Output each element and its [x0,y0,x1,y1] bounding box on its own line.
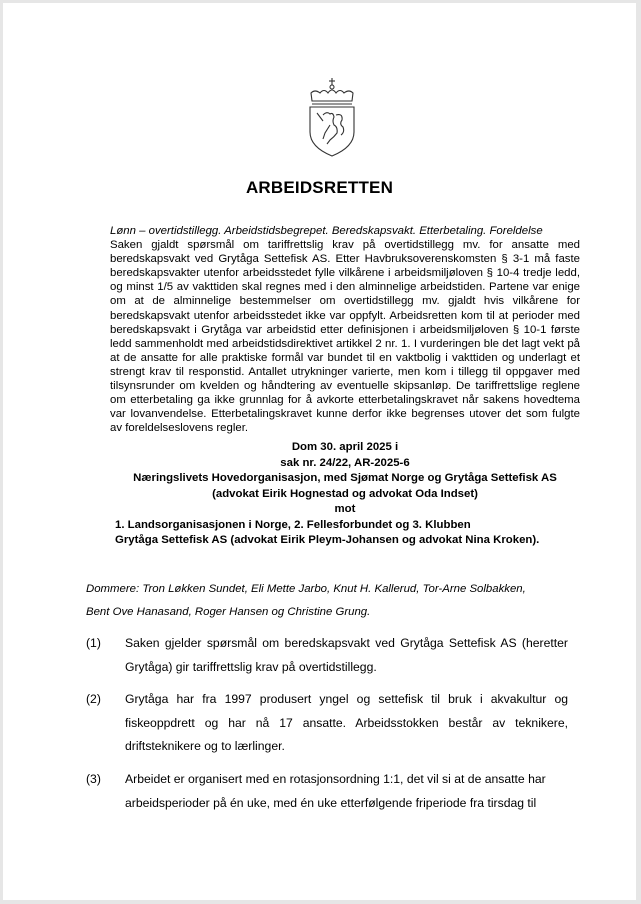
coat-of-arms-icon [303,77,361,157]
paragraph-number: (2) [86,692,101,706]
paragraph-text: Grytåga har fra 1997 produsert yngel og settefisk til bruk i akvakultur og fiskeoppdrett og har nå 17 ansatte. Arbeidsstokken består av teknikere, driftsteknikere og to lærlinger. [125,692,568,753]
judges-list [86,578,576,624]
document-page [3,3,636,900]
court-title: ARBEIDSRETTEN [245,178,394,197]
paragraph-number: (1) [86,636,101,650]
case-header [110,440,580,549]
case-summary [110,224,580,435]
paragraph-text: Saken gjelder spørsmål om beredskapsvakt ved Grytåga Settefisk AS (heretter Grytåga) gir tariffrettslig krav på overtidstillegg. [125,636,568,674]
plaintiff-counsel: (advokat Eirik Hognestad og advokat Oda Indset) [212,487,478,500]
case-number: sak nr. 24/22, AR-2025-6 [280,456,410,469]
summary-keywords: Lønn – overtidstillegg. Arbeidstidsbegrepet. Beredskapsvakt. Etterbetaling. Foreldelse [110,225,543,237]
versus: mot [334,503,356,515]
defendants-counsel: Grytåga Settefisk AS (advokat Eirik Pleym-Johansen og advokat Nina Kroken). [115,534,540,546]
judges-line-2: Bent Ove Hanasand, Roger Hansen og Christine Grung. [86,606,371,618]
defendants: 1. Landsorganisasjonen i Norge, 2. Fellesforbundet og 3. Klubben [115,518,471,531]
paragraph-number: (3) [86,772,101,786]
paragraph-3 [86,768,568,815]
summary-text: Saken gjaldt spørsmål om tariffrettslig krav på overtidstillegg mv. for ansatte med beredskapsvakt ved Grytåga Settefisk AS. Etter Havbruksoverenskomsten § 3-1 må faste beredskapsvakter utenfor arbeidsstedet fylle vilkårene i arbeidsmiljøloven § 10-4 tredje ledd, og minst 1/5 av vakttiden skal regnes med i den alminnelige arbeidstiden. Partene var enige om at de alminnelige bestemmelser om overtidstillegg mv. gjaldt hvis vilkårene for beredskapsvakt utenfor arbeidsstedet ikke var oppfylt. Arbeidsretten kom til at perioder med beredskapsvakt i Grytåga var arbeidstid etter definisjonen i arbeidsmiljøloven § 10-1 første ledd sammenholdt med arbeidstidsdirektivet artikkel 2 nr. 1. I vurderingen ble det lagt vekt på at de ansatte for alle praktiske formål var bundet til en vaktbolig i vakttiden og underlagt et strengt krav til responstid. Antallet utrykninger varierte, men kom i tillegg til oppgaver med tilsynsrunder om kvelden og håndtering av eventuelle skipsanløp. De tariffrettslige reglene om etterbetaling ga ikke grunnlag for å avkorte etterbetalingskravet når sakens hovedtema var lovanvendelse. Etterbetalingskravet kunne derfor ikke begrenses utover det som fulgte av foreldelseslovens regler. [110,239,580,435]
paragraph-1 [86,632,568,679]
judgment-date: Dom 30. april 2025 i [291,441,399,453]
plaintiff: Næringslivets Hovedorganisasjon, med Sjømat Norge og Grytåga Settefisk AS [133,472,557,484]
paragraph-text: Arbeidet er organisert med en rotasjonsordning 1:1, det vil si at de ansatte har arbeidsperioder på én uke, med én uke etterfølgende friperiode fra tirsdag til [125,772,546,810]
judges-line-1: Dommere: Tron Løkken Sundet, Eli Mette Jarbo, Knut H. Kallerud, Tor-Arne Solbakken, [86,583,526,595]
paragraph-2 [86,688,568,759]
